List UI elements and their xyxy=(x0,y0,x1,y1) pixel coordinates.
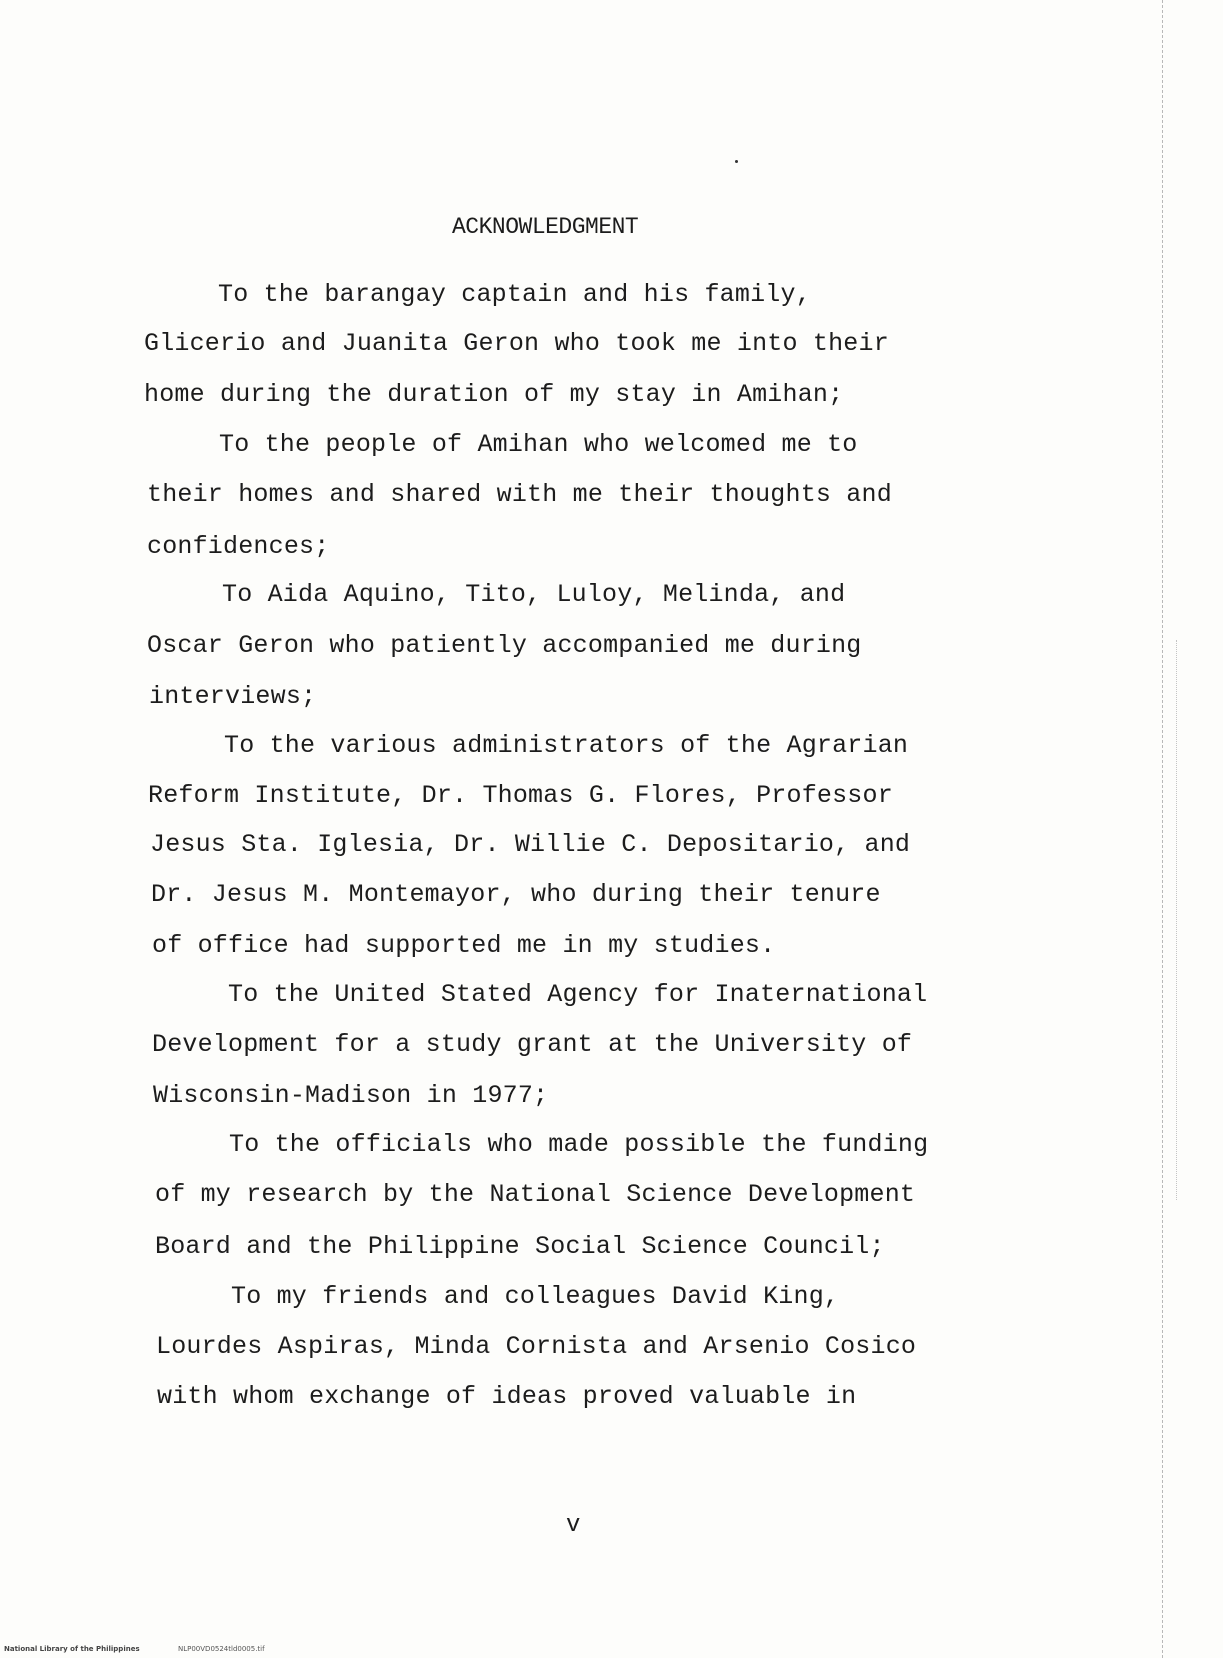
text-line: To the various administrators of the Agrarian xyxy=(224,731,909,760)
scan-edge-line-secondary xyxy=(1176,640,1177,1200)
page-title: ACKNOWLEDGMENT xyxy=(452,214,639,240)
library-credit: National Library of the Philippines xyxy=(4,1645,140,1653)
text-line: To the officials who made possible the funding xyxy=(229,1130,929,1159)
text-line: Jesus Sta. Iglesia, Dr. Willie C. Depositario, and xyxy=(150,830,911,859)
text-line: To the United Stated Agency for Inaternational xyxy=(228,980,928,1009)
text-line: To my friends and colleagues David King, xyxy=(231,1282,840,1311)
scan-speck xyxy=(735,160,738,163)
text-line: Dr. Jesus M. Montemayor, who during their tenure xyxy=(151,880,881,909)
text-line: with whom exchange of ideas proved valuable in xyxy=(157,1382,857,1411)
text-line: of office had supported me in my studies. xyxy=(152,931,776,960)
file-id: NLP00VD0524tld0005.tif xyxy=(178,1645,265,1653)
text-line: Oscar Geron who patiently accompanied me during xyxy=(147,631,862,660)
text-line: Reform Institute, Dr. Thomas G. Flores, Professor xyxy=(148,781,893,810)
text-line: To the barangay captain and his family, xyxy=(218,280,811,309)
text-line: of my research by the National Science Development xyxy=(155,1180,916,1209)
text-line: home during the duration of my stay in Amihan; xyxy=(144,380,844,409)
text-line: Wisconsin-Madison in 1977; xyxy=(153,1081,549,1110)
text-line: To Aida Aquino, Tito, Luloy, Melinda, and xyxy=(222,580,846,609)
text-line: Development for a study grant at the University of xyxy=(152,1030,913,1059)
scan-edge-line xyxy=(1162,0,1163,1658)
page-number: v xyxy=(566,1512,581,1539)
text-line: To the people of Amihan who welcomed me to xyxy=(219,430,858,459)
text-line: Lourdes Aspiras, Minda Cornista and Arsenio Cosico xyxy=(156,1332,917,1361)
text-line: interviews; xyxy=(149,682,317,711)
text-line: their homes and shared with me their thoughts and xyxy=(147,480,892,509)
text-line: confidences; xyxy=(147,532,330,561)
text-line: Glicerio and Juanita Geron who took me into their xyxy=(144,329,889,358)
text-line: Board and the Philippine Social Science Council; xyxy=(155,1232,885,1261)
